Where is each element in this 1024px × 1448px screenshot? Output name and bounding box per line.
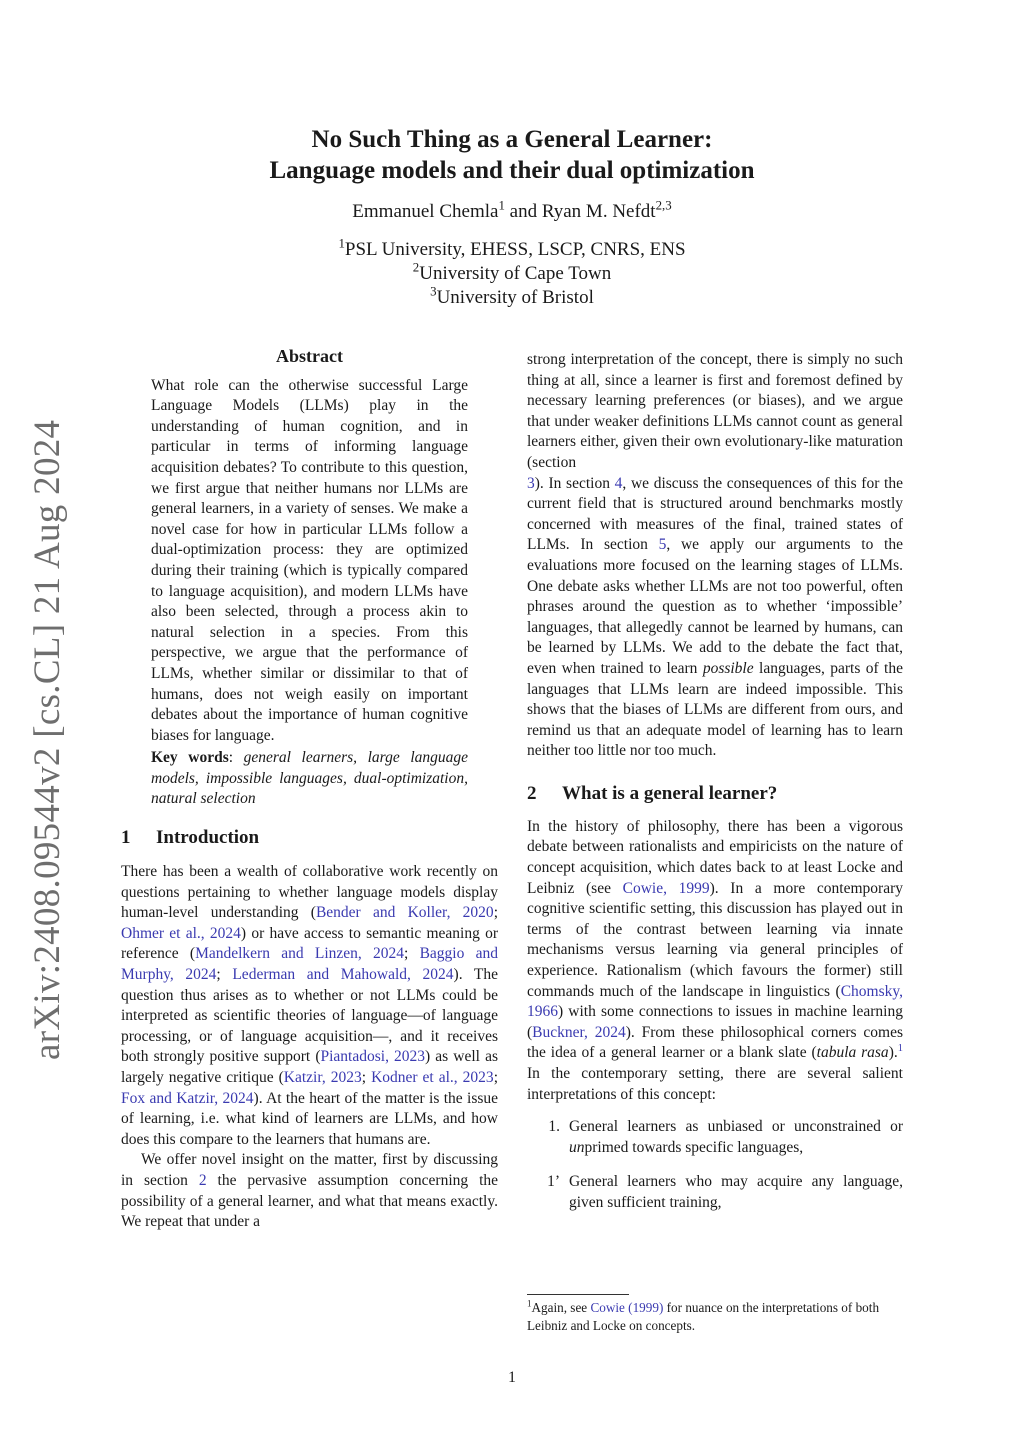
right-column (527, 350, 903, 1228)
footnote-divider (527, 1294, 629, 1295)
page-number: 1 (508, 1369, 516, 1386)
author-list (0, 197, 1024, 224)
author-name: Emmanuel Chemla (352, 201, 499, 222)
title-line-1: No Such Thing as a General Learner: (311, 126, 713, 153)
list-item: 1’ General learners who may acquire any language, given sufficient training, (527, 1172, 903, 1213)
citation-link[interactable]: Fox and Katzir, 2024 (121, 1089, 254, 1107)
footnote-number: 1 (527, 1298, 532, 1309)
citation-link[interactable]: Katzir, 2023 (283, 1069, 362, 1086)
affiliation: $^1$PSL University, EHESS, LSCP, CNRS, ENS (338, 235, 686, 260)
intro-paragraph-2-continued: strong interpretation of the concept, there is simply no such thing at all, since a learner is first and foremost defined by necessary learning preferences (or biases), and we argue that under weaker definitions LLMs cannot count as general learners either, given their own evolutionary-like maturation (section (527, 351, 903, 471)
citation-link[interactable]: Buckner, 2024 (532, 1023, 626, 1041)
citation-link[interactable]: Ohmer et al., 2024 (121, 924, 241, 942)
interpretation-list (527, 1117, 903, 1213)
section2-paragraph-1: In the history of philosophy, there has been a vigorous debate between rationalists and empiricists on the nature of concept acquisition, which dates back to at least Locke and Leibniz (see Cowie, 1999). In a more contemporary cognitive scientific setting, this discussion has played out in terms of the contrast between learning via innate mechanisms versus learning via general principles of experience. Rationalism (which favours the former) still commands much of the landscape in linguistics (Chomsky, 1966) with some connections to issues in machine learning (Buckner, 2024). From these philosophical corners comes the idea of a general learner or a blank slate (tabula rasa).$^1$ In the contemporary setting, there are several salient interpretations of this concept: (527, 817, 904, 1103)
arxiv-identifier: arXiv:2408.09544v2 [cs.CL] 21 Aug 2024 (27, 419, 68, 1060)
paper-header (0, 124, 1024, 310)
list-item: 1. General learners as unbiased or unconstrained or unprimed towards specific languages, (527, 1117, 903, 1158)
citation-link[interactable]: Piantadosi, 2023 (320, 1048, 426, 1066)
list-item-marker: 1. (548, 1118, 560, 1136)
title-line-2: Language models and their dual optimization (269, 157, 755, 184)
citation-link[interactable]: Mandelkern and Linzen, 2024 (195, 945, 405, 963)
list-item-marker: 1’ (547, 1173, 560, 1191)
abstract-heading: Abstract (276, 346, 343, 366)
citation-link[interactable]: Kodner et al., 2023 (371, 1069, 494, 1086)
section-ref-link[interactable]: 4 (614, 474, 623, 492)
author-affil-sup: 1 (498, 197, 505, 213)
author-conjunction: and (504, 201, 542, 222)
citation-link[interactable]: Lederman and Mahowald, 2024 (232, 966, 454, 984)
author-affil-sup: 2,3 (655, 197, 672, 213)
citation-link[interactable]: Baggio and Murphy, 2024 (121, 945, 499, 984)
abstract-text: What role can the otherwise successful Large Language Models (LLMs) play in the understanding of human cognition, and in particular in terms of informing language acquisition debates? To contribute to this question, we first argue that neither humans nor LLMs are general learners, in a variety of senses. We make a novel case for how in particular LLMs follow a dual-optimization process: they are optimized during their training (which is typically compared to language acquisition), and modern LLMs have also been selected, through a process akin to natural selection in a species. From this perspective, we argue that the performance of LLMs, whether similar or dissimilar to that of humans, does not weigh easily on important debates about the importance of human cognitive biases for language. (151, 376, 468, 744)
intro-paragraph-2-start: We offer novel insight on the matter, first by discussing in section 2 the pervasive assumption concerning the possibility of a general learner, and what that means exactly. We repeat that under a (121, 1151, 499, 1231)
section-heading-introduction: 1 Introduction (121, 827, 260, 849)
citation-link[interactable]: Cowie (1999) (590, 1300, 664, 1315)
section-ref-link[interactable]: 5 (658, 536, 667, 554)
abstract-body (151, 376, 468, 810)
keywords: Key words: general learners, large language models, impossible languages, dual-optimization, natural selection (151, 749, 469, 808)
intro-paragraph-2-rest: 3). In section 4, we discuss the consequences of this for the current field that is structured around benchmarks mostly concerned with measures of the final, trained states of LLMs. In section 5, we apply our arguments to the evaluations more focused on the learning stages of LLMs. One debate asks whether LLMs are not too powerful, often phrases around the question as to whether ‘impossible’ languages, that allegedly cannot be learned by humans, can be learned by LLMs. We add to the debate the fact that, even when trained to learn possible languages, parts of the languages that LLMs learn are indeed impossible. This shows that the biases of LLMs are different from ours, and remind us that an adequate model of learning has to learn neither too little nor too much. (527, 474, 903, 760)
affiliations (0, 235, 1024, 310)
citation-link[interactable]: Bender and Koller, 2020 (315, 904, 494, 922)
citation-link[interactable]: Cowie, 1999 (622, 879, 710, 897)
citation-link[interactable]: Chomsky, 1966 (527, 982, 903, 1021)
footnote-marker[interactable]: 1 (897, 1043, 903, 1055)
keywords-list: general learners, large language models, impossible languages, dual-optimization, natural selection (151, 749, 469, 808)
affiliation: $^2$University of Cape Town (412, 259, 612, 284)
intro-paragraph-1: There has been a wealth of collaborative work recently on questions pertaining to whether language models display human-level understanding (Bender and Koller, 2020; Ohmer et al., 2024) or have access to semantic meaning or reference (Mandelkern and Linzen, 2024; Baggio and Murphy, 2024; Lederman and Mahowald, 2024). The question thus arises as to whether or not LLMs could be interpreted as scientific theories of language—of language processing, or of language acquisition—, and it receives both strongly positive support (Piantadosi, 2023) as well as largely negative critique (Katzir, 2023; Kodner et al., 2023; Fox and Katzir, 2024). At the heart of the matter is the issue of learning, i.e. what kind of learners are LLMs, and how does this compare to the learners that humans are. (121, 863, 499, 1148)
left-column (121, 346, 498, 1233)
footnote: $^1$Again, see Cowie (1999) for nuance on the interpretations of both Leibniz and Locke on concepts. (527, 1298, 880, 1333)
paper-title (0, 124, 1024, 186)
section-ref-link[interactable]: 3 (527, 474, 535, 492)
keywords-label: Key words (151, 749, 229, 767)
section-heading-general-learner: 2 What is a general learner? (527, 782, 778, 804)
author-name: Ryan M. Nefdt (541, 201, 656, 222)
section-ref-link[interactable]: 2 (198, 1171, 207, 1189)
affiliation: $^3$University of Bristol (430, 283, 594, 308)
